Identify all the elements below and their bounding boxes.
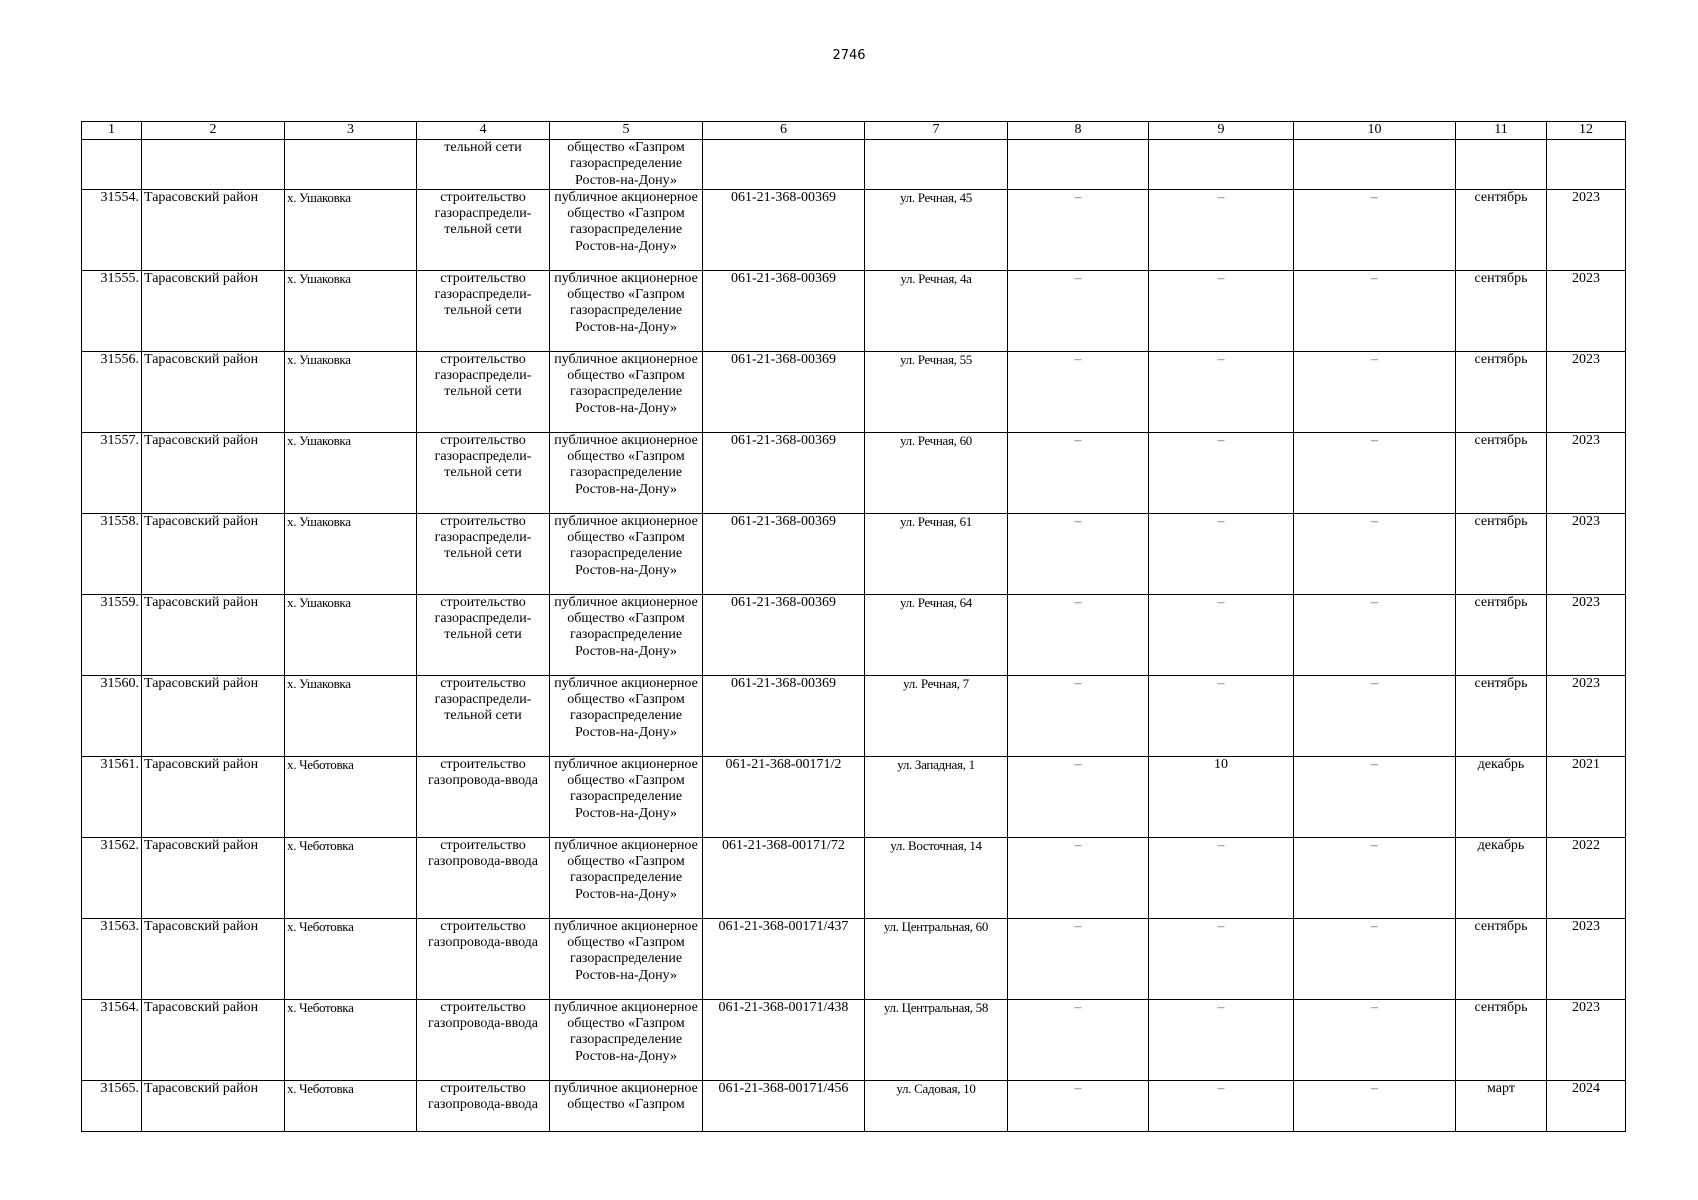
- locality-cell: х. Ушаковка: [285, 351, 417, 432]
- address-cell: ул. Центральная, 58: [865, 999, 1008, 1080]
- organization-cell: публичное акционерное общество «Газпром газораспределение Ростов-на-Дону»: [550, 837, 703, 918]
- table-cell: [142, 140, 285, 190]
- table-row: [82, 594, 1626, 675]
- locality-cell: х. Ушаковка: [285, 270, 417, 351]
- organization-cell: публичное акционерное общество «Газпром газораспределение Ростов-на-Дону»: [550, 918, 703, 999]
- table-row: [82, 189, 1626, 270]
- address-cell: ул. Западная, 1: [865, 756, 1008, 837]
- locality-cell: х. Чеботовка: [285, 837, 417, 918]
- column-10-cell: –: [1294, 837, 1456, 918]
- address-cell: ул. Речная, 60: [865, 432, 1008, 513]
- table-row: [82, 918, 1626, 999]
- work-type-cell: строительство газопровода-ввода: [417, 1080, 550, 1131]
- year-cell: 2023: [1547, 432, 1626, 513]
- address-cell: ул. Речная, 55: [865, 351, 1008, 432]
- column-10-cell: –: [1294, 1080, 1456, 1131]
- column-header: 10: [1294, 122, 1456, 140]
- organization-cell: публичное акционерное общество «Газпром газораспределение Ростов-на-Дону»: [550, 351, 703, 432]
- column-number-row: [82, 122, 1626, 140]
- month-cell: март: [1456, 1080, 1547, 1131]
- column-8-cell: –: [1008, 513, 1149, 594]
- organization-cell: публичное акционерное общество «Газпром газораспределение Ростов-на-Дону»: [550, 432, 703, 513]
- column-8-cell: –: [1008, 1080, 1149, 1131]
- registry-code-cell: 061-21-368-00369: [703, 594, 865, 675]
- column-header: 1: [82, 122, 142, 140]
- column-8-cell: –: [1008, 351, 1149, 432]
- registry-code-cell: 061-21-368-00369: [703, 270, 865, 351]
- address-cell: ул. Речная, 64: [865, 594, 1008, 675]
- row-number-cell: 31559.: [82, 594, 142, 675]
- column-header: 11: [1456, 122, 1547, 140]
- organization-cell: публичное акционерное общество «Газпром газораспределение Ростов-на-Дону»: [550, 270, 703, 351]
- row-number-cell: 31554.: [82, 189, 142, 270]
- year-cell: 2023: [1547, 351, 1626, 432]
- year-cell: 2023: [1547, 918, 1626, 999]
- year-cell: 2023: [1547, 594, 1626, 675]
- month-cell: сентябрь: [1456, 513, 1547, 594]
- work-type-cell: строительство газораспредели-тельной сети: [417, 351, 550, 432]
- row-number-cell: 31557.: [82, 432, 142, 513]
- column-10-cell: –: [1294, 918, 1456, 999]
- work-type-cell: строительство газораспредели-тельной сети: [417, 432, 550, 513]
- column-9-cell: –: [1149, 837, 1294, 918]
- row-number-cell: 31555.: [82, 270, 142, 351]
- year-cell: 2022: [1547, 837, 1626, 918]
- table-cell: [1456, 140, 1547, 190]
- work-type-cell: строительство газораспредели-тельной сети: [417, 675, 550, 756]
- organization-cell: публичное акционерное общество «Газпром газораспределение Ростов-на-Дону»: [550, 513, 703, 594]
- work-type-cell: строительство газораспредели-тельной сети: [417, 270, 550, 351]
- address-cell: ул. Речная, 61: [865, 513, 1008, 594]
- work-type-cell: строительство газораспредели-тельной сети: [417, 189, 550, 270]
- column-8-cell: –: [1008, 189, 1149, 270]
- table-row: [82, 513, 1626, 594]
- month-cell: сентябрь: [1456, 351, 1547, 432]
- table-row: [82, 1080, 1626, 1131]
- column-header: 5: [550, 122, 703, 140]
- column-10-cell: –: [1294, 270, 1456, 351]
- column-10-cell: –: [1294, 756, 1456, 837]
- registry-code-cell: 061-21-368-00171/437: [703, 918, 865, 999]
- district-cell: Тарасовский район: [142, 1080, 285, 1131]
- address-cell: ул. Центральная, 60: [865, 918, 1008, 999]
- district-cell: Тарасовский район: [142, 999, 285, 1080]
- column-header: 8: [1008, 122, 1149, 140]
- address-cell: ул. Речная, 45: [865, 189, 1008, 270]
- column-8-cell: –: [1008, 270, 1149, 351]
- district-cell: Тарасовский район: [142, 837, 285, 918]
- address-cell: ул. Речная, 7: [865, 675, 1008, 756]
- work-type-cell: строительство газораспредели-тельной сети: [417, 513, 550, 594]
- year-cell: 2023: [1547, 270, 1626, 351]
- table-cell: [703, 140, 865, 190]
- column-9-cell: 10: [1149, 756, 1294, 837]
- column-header: 3: [285, 122, 417, 140]
- registry-code-cell: 061-21-368-00171/2: [703, 756, 865, 837]
- continuation-row: [82, 140, 1626, 190]
- organization-cell: публичное акционерное общество «Газпром газораспределение Ростов-на-Дону»: [550, 999, 703, 1080]
- district-cell: Тарасовский район: [142, 189, 285, 270]
- row-number-cell: 31562.: [82, 837, 142, 918]
- page-number: 2746: [832, 48, 866, 63]
- address-cell: ул. Восточная, 14: [865, 837, 1008, 918]
- column-9-cell: –: [1149, 270, 1294, 351]
- row-number-cell: 31564.: [82, 999, 142, 1080]
- column-8-cell: –: [1008, 837, 1149, 918]
- organization-cell: публичное акционерное общество «Газпром газораспределение Ростов-на-Дону»: [550, 675, 703, 756]
- locality-cell: х. Чеботовка: [285, 918, 417, 999]
- work-type-cell: строительство газопровода-ввода: [417, 756, 550, 837]
- table-cell: [82, 140, 142, 190]
- district-cell: Тарасовский район: [142, 675, 285, 756]
- row-number-cell: 31558.: [82, 513, 142, 594]
- registry-table: [81, 121, 1626, 1132]
- table-row: [82, 351, 1626, 432]
- address-cell: ул. Речная, 4а: [865, 270, 1008, 351]
- registry-code-cell: 061-21-368-00369: [703, 189, 865, 270]
- column-9-cell: –: [1149, 432, 1294, 513]
- address-cell: ул. Садовая, 10: [865, 1080, 1008, 1131]
- registry-code-cell: 061-21-368-00369: [703, 351, 865, 432]
- column-9-cell: –: [1149, 1080, 1294, 1131]
- table-row: [82, 270, 1626, 351]
- table-cell: [1149, 140, 1294, 190]
- district-cell: Тарасовский район: [142, 351, 285, 432]
- year-cell: 2023: [1547, 189, 1626, 270]
- column-header: 6: [703, 122, 865, 140]
- registry-code-cell: 061-21-368-00171/72: [703, 837, 865, 918]
- month-cell: сентябрь: [1456, 189, 1547, 270]
- column-10-cell: –: [1294, 594, 1456, 675]
- year-cell: 2023: [1547, 999, 1626, 1080]
- column-9-cell: –: [1149, 918, 1294, 999]
- locality-cell: х. Ушаковка: [285, 189, 417, 270]
- table-row: [82, 432, 1626, 513]
- work-type-cell: строительство газопровода-ввода: [417, 999, 550, 1080]
- table-cell: тельной сети: [417, 140, 550, 190]
- column-10-cell: –: [1294, 999, 1456, 1080]
- column-9-cell: –: [1149, 594, 1294, 675]
- table-cell: [865, 140, 1008, 190]
- column-8-cell: –: [1008, 432, 1149, 513]
- table-row: [82, 756, 1626, 837]
- month-cell: сентябрь: [1456, 999, 1547, 1080]
- row-number-cell: 31556.: [82, 351, 142, 432]
- organization-cell: публичное акционерное общество «Газпром газораспределение Ростов-на-Дону»: [550, 756, 703, 837]
- year-cell: 2023: [1547, 513, 1626, 594]
- year-cell: 2021: [1547, 756, 1626, 837]
- registry-code-cell: 061-21-368-00369: [703, 513, 865, 594]
- month-cell: сентябрь: [1456, 918, 1547, 999]
- district-cell: Тарасовский район: [142, 432, 285, 513]
- row-number-cell: 31565.: [82, 1080, 142, 1131]
- work-type-cell: строительство газораспредели-тельной сети: [417, 594, 550, 675]
- column-10-cell: –: [1294, 189, 1456, 270]
- registry-code-cell: 061-21-368-00369: [703, 432, 865, 513]
- table-cell: [285, 140, 417, 190]
- district-cell: Тарасовский район: [142, 513, 285, 594]
- organization-cell: публичное акционерное общество «Газпром: [550, 1080, 703, 1131]
- district-cell: Тарасовский район: [142, 594, 285, 675]
- column-header: 7: [865, 122, 1008, 140]
- row-number-cell: 31561.: [82, 756, 142, 837]
- column-10-cell: –: [1294, 675, 1456, 756]
- month-cell: декабрь: [1456, 756, 1547, 837]
- column-9-cell: –: [1149, 351, 1294, 432]
- column-header: 9: [1149, 122, 1294, 140]
- row-number-cell: 31563.: [82, 918, 142, 999]
- locality-cell: х. Ушаковка: [285, 513, 417, 594]
- table-cell: [1008, 140, 1149, 190]
- registry-code-cell: 061-21-368-00171/456: [703, 1080, 865, 1131]
- locality-cell: х. Чеботовка: [285, 1080, 417, 1131]
- column-8-cell: –: [1008, 594, 1149, 675]
- district-cell: Тарасовский район: [142, 270, 285, 351]
- column-8-cell: –: [1008, 675, 1149, 756]
- work-type-cell: строительство газопровода-ввода: [417, 837, 550, 918]
- month-cell: сентябрь: [1456, 270, 1547, 351]
- locality-cell: х. Чеботовка: [285, 999, 417, 1080]
- table-row: [82, 999, 1626, 1080]
- month-cell: декабрь: [1456, 837, 1547, 918]
- locality-cell: х. Чеботовка: [285, 756, 417, 837]
- table-row: [82, 675, 1626, 756]
- column-9-cell: –: [1149, 999, 1294, 1080]
- organization-cell: публичное акционерное общество «Газпром газораспределение Ростов-на-Дону»: [550, 189, 703, 270]
- registry-code-cell: 061-21-368-00171/438: [703, 999, 865, 1080]
- registry-code-cell: 061-21-368-00369: [703, 675, 865, 756]
- locality-cell: х. Ушаковка: [285, 594, 417, 675]
- organization-cell: публичное акционерное общество «Газпром газораспределение Ростов-на-Дону»: [550, 594, 703, 675]
- table-cell: [1294, 140, 1456, 190]
- column-8-cell: –: [1008, 756, 1149, 837]
- table-cell: общество «Газпром газораспределение Ростов-на-Дону»: [550, 140, 703, 190]
- month-cell: сентябрь: [1456, 432, 1547, 513]
- column-10-cell: –: [1294, 351, 1456, 432]
- locality-cell: х. Ушаковка: [285, 432, 417, 513]
- column-8-cell: –: [1008, 999, 1149, 1080]
- column-8-cell: –: [1008, 918, 1149, 999]
- column-10-cell: –: [1294, 513, 1456, 594]
- column-9-cell: –: [1149, 513, 1294, 594]
- row-number-cell: 31560.: [82, 675, 142, 756]
- column-9-cell: –: [1149, 675, 1294, 756]
- district-cell: Тарасовский район: [142, 756, 285, 837]
- column-9-cell: –: [1149, 189, 1294, 270]
- column-10-cell: –: [1294, 432, 1456, 513]
- district-cell: Тарасовский район: [142, 918, 285, 999]
- month-cell: сентябрь: [1456, 675, 1547, 756]
- column-header: 12: [1547, 122, 1626, 140]
- table-row: [82, 837, 1626, 918]
- column-header: 2: [142, 122, 285, 140]
- table-cell: [1547, 140, 1626, 190]
- month-cell: сентябрь: [1456, 594, 1547, 675]
- year-cell: 2024: [1547, 1080, 1626, 1131]
- work-type-cell: строительство газопровода-ввода: [417, 918, 550, 999]
- locality-cell: х. Ушаковка: [285, 675, 417, 756]
- year-cell: 2023: [1547, 675, 1626, 756]
- column-header: 4: [417, 122, 550, 140]
